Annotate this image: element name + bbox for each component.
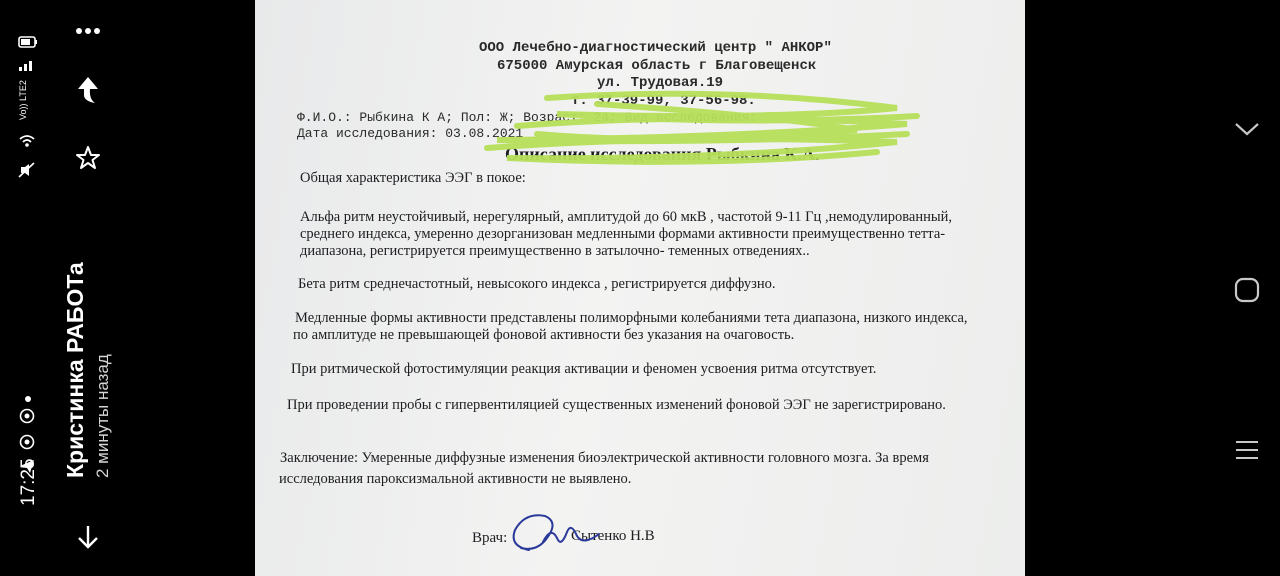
download-icon [77,524,99,550]
whatsapp-icon [19,434,35,452]
whatsapp-icon [19,408,35,426]
sender-name: Кристинка РАБОТа [62,262,88,478]
hyperventilation-line: При проведении пробы с гипервентиляцией существенных изменений фоновой ЭЭГ не зарегистрировано. [287,397,946,413]
mute-icon [18,162,36,180]
recents-icon [1235,439,1259,461]
clinic-name: ООО Лечебно-диагностический центр " АНКОР" [479,40,832,56]
clinic-address: 675000 Амурская область г Благовещенск [497,58,817,74]
signal-icon [18,58,36,74]
redaction-scribble [477,86,927,170]
viewer-left-bar [0,0,255,576]
doctor-signature [507,508,607,562]
patient-info: Ф.И.О.: Рыбкина К А; Пол: Ж; Возраст: 24; Вид исследования: [297,110,758,125]
more-options-button[interactable] [72,18,104,44]
slow-activity-line-2: по амплитуде не превышающей фоновой активности без указания на очаговость. [293,327,795,343]
document-photo [255,0,1025,576]
document-heading: Описание исследования Рыбкина К.А. [505,144,820,164]
network-label: Vo)) LTE2 [18,80,28,120]
conclusion-line-1: Заключение: Умеренные диффузные изменения биоэлектрической активности головного мозга. За время [280,450,929,466]
status-time: 17:25 [18,458,39,506]
alpha-rhythm-line-3: диапазона, регистрируется преимущественно в затылочно- теменных отведениях.. [300,243,810,259]
slow-activity-line-1: Медленные формы активности представлены полиморфными колебаниями тета диапазона, низкого индекса, [295,310,968,326]
alpha-rhythm-line-1: Альфа ритм неустойчивый, нерегулярный, амплитудой до 60 мкВ , частотой 9-11 Гц ,немодулированный, [300,209,952,225]
beta-rhythm-line: Бета ритм среднечастотный, невысокого индекса , регистрируется диффузно. [298,276,776,292]
home-icon [1234,277,1260,303]
recents-button[interactable] [1225,432,1269,468]
download-button[interactable] [72,520,104,554]
collapse-button[interactable] [1225,112,1269,146]
doctor-label: Врач: [472,530,508,546]
general-eeg-title: Общая характеристика ЭЭГ в покое: [300,170,526,186]
home-button[interactable] [1225,272,1269,308]
doctor-name: Сытенко Н.В [571,528,655,544]
wifi-icon [18,134,36,150]
photostimulation-line: При ритмической фотостимуляции реакция активации и феномен усвоения ритма отсутствует. [291,361,877,377]
alpha-rhythm-line-2: среднего индекса, умеренно дезорганизован медленными формами активности преимущественно тетта- [300,226,946,242]
clinic-phones: т. 37-39-99, 37-56-98. [571,93,756,109]
status-bar [16,36,44,546]
battery-icon [18,36,38,50]
message-time: 2 минуты назад [93,354,112,478]
notification-dot-icon [25,390,31,404]
clinic-street: ул. Трудовая.19 [597,75,724,91]
chevron-down-icon [1234,122,1260,136]
exam-date: Дата исследования: 03.08.2021 [297,126,524,141]
message-header [62,58,142,478]
more-icon [75,27,101,35]
system-nav-bar [1025,0,1280,576]
conclusion-line-2: исследования пароксизмальной активности не выявлено. [279,471,632,487]
